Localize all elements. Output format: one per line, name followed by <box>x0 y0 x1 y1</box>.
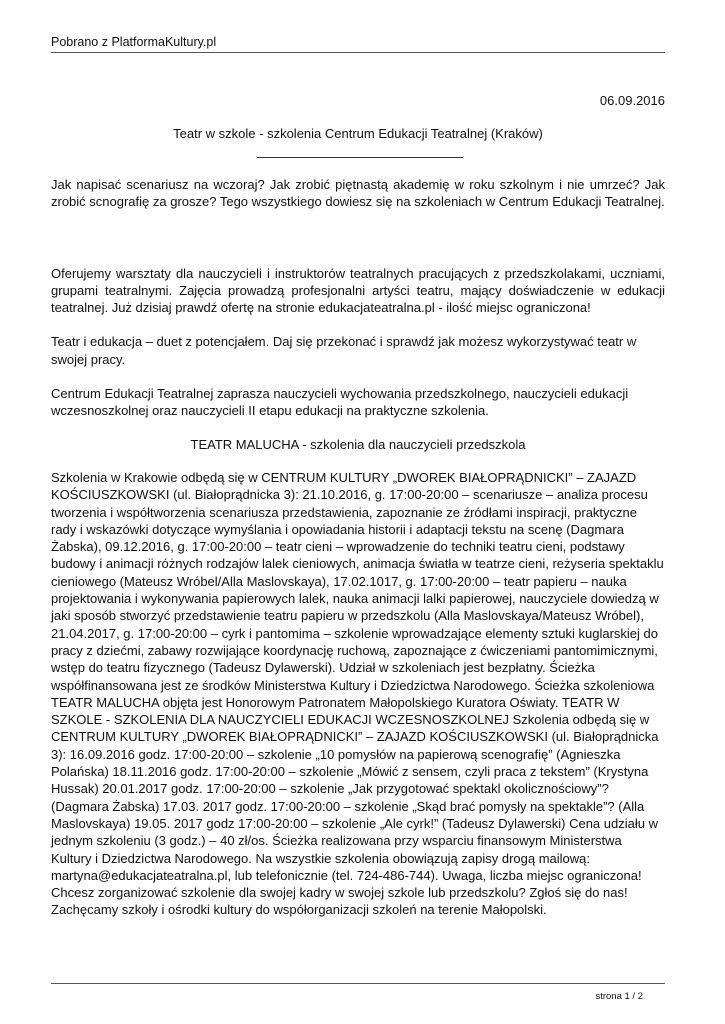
page-header-source: Pobrano z PlatformaKultury.pl <box>51 35 665 53</box>
paragraph-schedule: Szkolenia w Krakowie odbędą się w CENTRUM KULTURY „DWOREK BIAŁOPRĄDNICKI” – ZAJAZD KOŚCIUSZKOWSKI (ul. Białoprądnicka 3): 21.10.2016, g. 17:00-20:00 – scenariusze – analiza procesu tworzenia i współtworzenia scenariusza przedstawienia, zapoznanie ze źródłami inspiracji, praktyczne rady i wskazówki dotyczące wymyślania i opowiadania historii i adaptacji tekstu na scenę (Dagmara Żabska), 09.12.2016, g. 17:00-20:00 – teatr cieni – wprowadzenie do techniki teatru cieni, podstawy budowy i animacji różnych rodzajów lalek cieniowych, animacja światła w teatrze cieni, reżyseria spektaklu cieniowego (Mateusz Wróbel/Alla Maslovskaya), 17.02.1017, g. 17:00-20:00 – teatr papieru – nauka projektowania i wykonywania papierowych lalek, nauka animacji lalki papierowej, nauczyciele dowiedzą w jaki sposób stworzyć przedstawienie teatru papieru w przedszkolu (Alla Maslovskaya/Mateusz Wróbel), 21.04.2017, g. 17:00-20:00 – cyrk i pantomima – szkolenie wprowadzające elementy sztuki kuglarskiej do pracy z dziećmi, zabawy rozwijające koordynację ruchową, zapoznające z ćwiczeniami pantomimicznymi, wstęp do teatru fizycznego (Tadeusz Dylawerski). Udział w szkoleniach jest bezpłatny. Ścieżka współfinansowana jest ze środków Ministerstwa Kultury i Dziedzictwa Narodowego. Ścieżka szkoleniowa TEATR MALUCHA objęta jest Honorowym Patronatem Małopolskiego Kuratora Oświaty. TEATR W SZKOLE - SZKOLENIA DLA NAUCZYCIELI EDUKACJI WCZESNOSZKOLNEJ Szkolenia odbędą się w CENTRUM KULTURY „DWOREK BIAŁOPRĄDNICKI” – ZAJAZD KOŚCIUSZKOWSKI (ul. Białoprądnicka 3): 16.09.2016 godz. 17:00-20:00 – szkolenie „10 pomysłów na papierową scenografię” (Agnieszka Polańska) 18.11.2016 godz. 17:00-20:00 – szkolenie „Mówić z sensem, czyli praca z tekstem” (Krystyna Hussak) 20.01.2017 godz. 17:00-20:00 – szkolenie „Jak przygotować spektakl okolicznościowy”? (Dagmara Żabska) 17.03. 2017 godz. 17:00-20:00 – szkolenie „Skąd brać pomysły na spektakle”? (Alla Maslovskaya) 19.05. 2017 godz 17:00-20:00 – szkolenie „Ale cyrk!” (Tadeusz Dylawerski) Cena udziału w jednym szkoleniu (3 godz.) – 40 zł/os. Ścieżka realizowana przy wsparciu finansowym Ministerstwa Kultury i Dziedzictwa Narodowego. Na wszystkie szkolenia obowiązują zapisy drogą mailową: martyna@edukacjateatralna.pl, lub telefonicznie (tel. 724-486-744). Uwaga, liczba miejsc ograniczona! Chcesz zorganizować szkolenie dla swojej kadry w swojej szkole lub przedszkolu? Zgłoś się do nas! Zachęcamy szkoły i ośrodki kultury do współorganizacji szkoleń na terenie Małopolski. <box>51 469 664 918</box>
section-heading: TEATR MALUCHA - szkolenia dla nauczycieli przedszkola <box>190 436 526 452</box>
page-number: strona 1 / 2 <box>595 991 643 1002</box>
paragraph-duet: Teatr i edukacja – duet z potencjałem. Daj się przekonać i sprawdź jak możesz wykorzystywać teatr w swojej pracy. <box>51 334 637 367</box>
footer-divider <box>51 983 665 984</box>
paragraph-invitation: Centrum Edukacji Teatralnej zaprasza nauczycieli wychowania przedszkolnego, nauczycieli edukacji wczesnoszkolnej oraz nauczycieli II etapu edukacji na praktyczne szkolenia. <box>51 386 629 419</box>
paragraph-offer: Oferujemy warsztaty dla nauczycieli i instruktorów teatralnych pracujących z przedszkolakami, uczniami, grupami teatralnymi. Zajęcia prowadzą profesjonalni artyści teatru, mający doświadczenie w edukacji teatralnej. Już dzisiaj prawdź ofertę na stronie edukacjateatralna.pl - ilość miejsc ograniczona! <box>51 265 665 316</box>
publication-date: 06.09.2016 <box>599 93 665 108</box>
article-title: Teatr w szkole - szkolenia Centrum Edukacji Teatralnej (Kraków) <box>173 126 543 141</box>
title-underline-divider <box>257 157 463 158</box>
article-body <box>51 176 665 919</box>
paragraph-intro: Jak napisać scenariusz na wczoraj? Jak zrobić piętnastą akademię w roku szkolnym i nie umrzeć? Jak zrobić scnografię za grosze? Tego wszystkiego dowiesz się na szkoleniach w Centrum Edukacji Teatralnej. <box>51 177 665 210</box>
